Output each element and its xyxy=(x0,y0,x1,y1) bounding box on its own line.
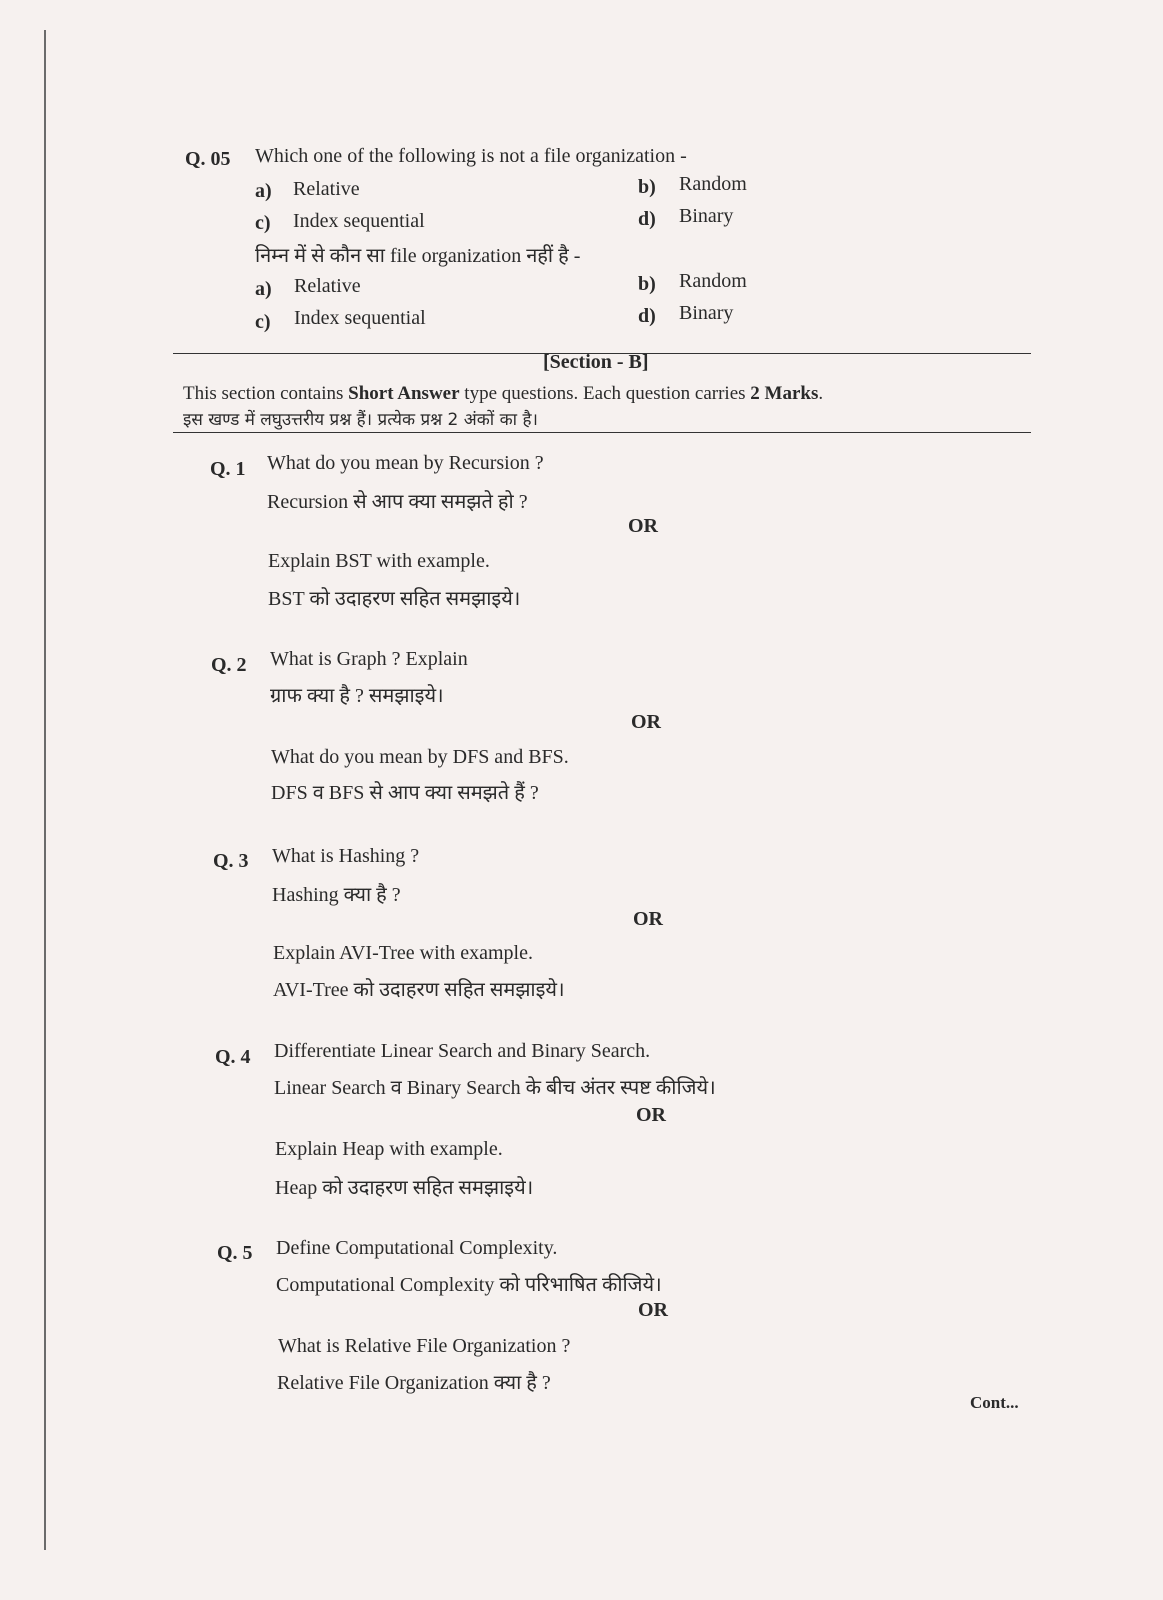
section-instruction: This section contains Short Answer type questions. Each question carries 2 Marks. xyxy=(183,383,824,404)
section-title: [Section - B] xyxy=(543,351,649,373)
option-letter: b) xyxy=(638,176,656,198)
option-letter: a) xyxy=(255,278,272,300)
option-text: Binary xyxy=(679,205,734,227)
option-letter: c) xyxy=(255,212,271,234)
question-text-hindi: Linear Search व Binary Search के बीच अंतर स्पष्ट कीजिये। xyxy=(274,1077,716,1099)
option-letter: b) xyxy=(638,273,656,295)
option-text: Index sequential xyxy=(293,210,425,232)
option-text: Relative xyxy=(294,275,361,297)
question-text: What is Hashing ? xyxy=(272,845,420,867)
or-label: OR xyxy=(628,515,658,537)
page-margin-line xyxy=(44,30,46,1550)
continued-label: Cont... xyxy=(970,1393,1019,1412)
question-text: What do you mean by Recursion ? xyxy=(267,452,544,474)
or-label: OR xyxy=(631,711,661,733)
section-instruction-hindi: इस खण्ड में लघुउत्तरीय प्रश्न हैं। प्रत्येक प्रश्न 2 अंकों का है। xyxy=(183,410,538,430)
option-letter: a) xyxy=(255,180,272,202)
question-text-hindi: Relative File Organization क्या है ? xyxy=(277,1372,551,1394)
question-text: Explain AVI-Tree with example. xyxy=(273,942,533,964)
option-letter: d) xyxy=(638,208,656,230)
divider-bottom xyxy=(173,432,1031,433)
question-text-hindi: निम्न में से कौन सा file organization नहीं है - xyxy=(255,245,581,267)
question-number: Q. 3 xyxy=(213,850,249,872)
question-text-hindi: Heap को उदाहरण सहित समझाइये। xyxy=(275,1177,534,1199)
question-text: Which one of the following is not a file organization - xyxy=(255,145,687,167)
option-text: Binary xyxy=(679,302,734,324)
question-text: Differentiate Linear Search and Binary Search. xyxy=(274,1040,651,1062)
question-number: Q. 5 xyxy=(217,1242,253,1264)
option-letter: d) xyxy=(638,305,656,327)
question-text: What do you mean by DFS and BFS. xyxy=(271,746,569,768)
question-text: Explain Heap with example. xyxy=(275,1138,503,1160)
option-text: Relative xyxy=(293,178,360,200)
question-text-hindi: Recursion से आप क्या समझते हो ? xyxy=(267,491,528,513)
question-number: Q. 05 xyxy=(185,148,231,170)
question-number: Q. 1 xyxy=(210,458,246,480)
question-text: Explain BST with example. xyxy=(268,550,490,572)
question-text: Define Computational Complexity. xyxy=(276,1237,558,1259)
question-text-hindi: DFS व BFS से आप क्या समझते हैं ? xyxy=(271,782,539,804)
option-text: Random xyxy=(679,173,747,195)
question-text-hindi: Computational Complexity को परिभाषित कीजिये। xyxy=(276,1274,662,1296)
question-text-hindi: Hashing क्या है ? xyxy=(272,884,401,906)
question-text-hindi: AVI-Tree को उदाहरण सहित समझाइये। xyxy=(273,979,565,1001)
question-text-hindi: ग्राफ क्या है ? समझाइये। xyxy=(270,685,444,707)
question-number: Q. 2 xyxy=(211,654,247,676)
or-label: OR xyxy=(636,1104,666,1126)
question-number: Q. 4 xyxy=(215,1046,251,1068)
option-letter: c) xyxy=(255,311,271,333)
option-text: Random xyxy=(679,270,747,292)
or-label: OR xyxy=(638,1299,668,1321)
question-text: What is Graph ? Explain xyxy=(270,648,468,670)
option-text: Index sequential xyxy=(294,307,426,329)
question-text-hindi: BST को उदाहरण सहित समझाइये। xyxy=(268,588,521,610)
question-text: What is Relative File Organization ? xyxy=(278,1335,571,1357)
or-label: OR xyxy=(633,908,663,930)
